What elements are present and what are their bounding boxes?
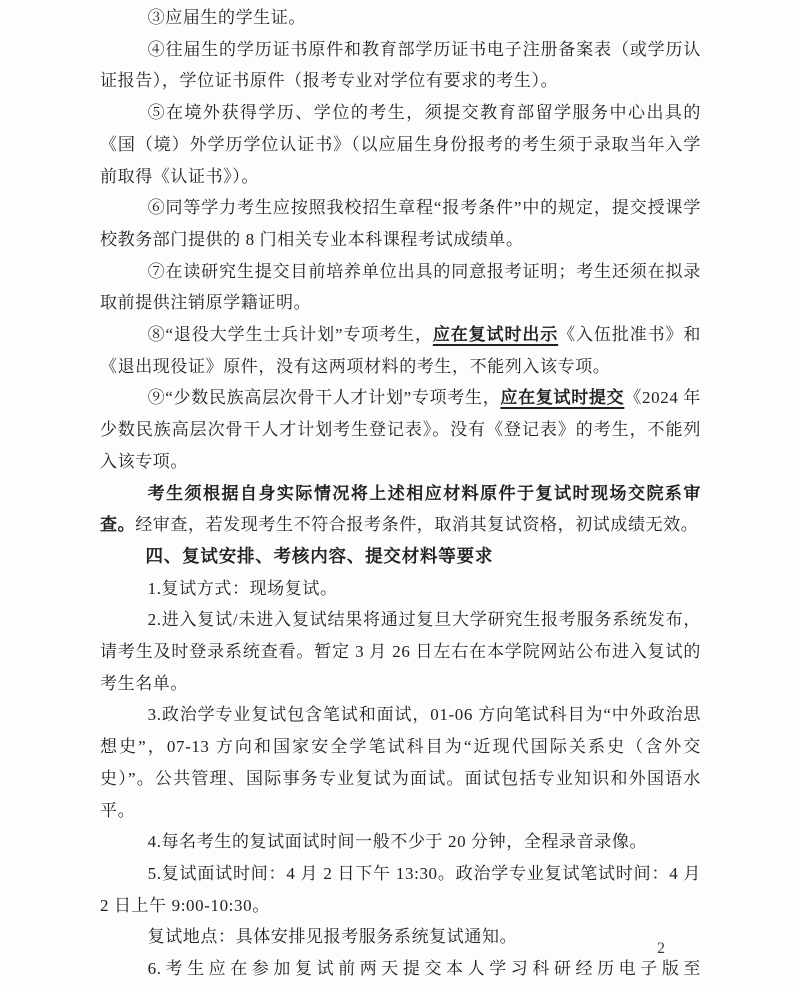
text-run: 考生须根据自身实际情况将上述相应材料原件于复试时现场交院系审查。	[100, 483, 701, 535]
text-run: 3.政治学专业复试包含笔试和面试，01-06 方向笔试科目为“中外政治思想史”，07-13 方向和国家安全学笔试科目为“近现代国际关系史（含外交史）”。公共管理、国际事务专业复试为面试。面试包括专业知识和外国语水平。	[100, 705, 701, 820]
text-run: ④往届生的学历证书原件和教育部学历证书电子注册备案表（或学历认证报告），学位证书原件（报考专业对学位有要求的考生）。	[100, 39, 701, 91]
paragraph	[100, 319, 701, 382]
text-run: ⑤在境外获得学历、学位的考生，须提交教育部留学服务中心出具的《国（境）外学历学位认证书》（以应届生身份报考的考生须于录取当年入学前取得《认证书》）。	[100, 103, 701, 186]
paragraph	[100, 2, 701, 34]
text-run: 《2024 年少数民族高层次骨干人才计划考生登记表》。没有《登记表》的考生，不能列入该专项。	[100, 388, 701, 471]
text-run: 5.复试面试时间：4 月 2 日下午 13:30。政治学专业复试笔试时间：4 月 2 日上午 9:00-10:30。	[100, 863, 701, 915]
text-run: 6.考生应在参加复试前两天提交本人学习科研经历电子版至	[147, 959, 701, 979]
paragraph	[100, 699, 701, 826]
page-number: 2	[657, 940, 665, 957]
text-run: 复试地点：具体安排见报考服务系统复试通知。	[147, 927, 518, 947]
text-run: 应在复试时出示	[432, 325, 559, 345]
text-run: ⑧“退役大学生士兵计划”专项考生，	[147, 325, 433, 345]
text-run: 《入伍批准书》和《退出现役证》原件，没有这两项材料的考生，不能列入该专项。	[100, 325, 701, 376]
paragraph	[100, 478, 701, 541]
paragraph	[100, 921, 701, 953]
paragraph	[100, 826, 701, 858]
text-run: 2.进入复试/未进入复试结果将通过复旦大学研究生报考服务系统发布，请考生及时登录系统查看。暂定 3 月 26 日左右在本学院网站公布进入复试的考生名单。	[100, 610, 701, 693]
text-run: 经审查，若发现考生不符合报考条件，取消其复试资格，初试成绩无效。	[135, 515, 699, 535]
paragraph	[100, 192, 701, 255]
document-content	[100, 2, 701, 985]
text-run: 4.每名考生的复试面试时间一般不少于 20 分钟，全程录音录像。	[147, 832, 648, 852]
paragraph	[100, 953, 701, 985]
paragraph	[100, 256, 701, 319]
paragraph	[100, 604, 701, 699]
paragraph	[100, 34, 701, 97]
text-run: ⑨“少数民族高层次骨干人才计划”专项考生，	[147, 388, 501, 408]
paragraph	[100, 573, 701, 605]
text-run: 应在复试时提交	[500, 388, 625, 408]
paragraph	[100, 97, 701, 192]
paragraph	[100, 858, 701, 921]
text-run: ③应届生的学生证。	[147, 8, 306, 27]
section-heading	[100, 541, 701, 573]
text-run: 1.复试方式：现场复试。	[147, 578, 338, 598]
paragraph	[100, 382, 701, 477]
text-run: ⑥同等学力考生应按照我校招生章程“报考条件”中的规定，提交授课学校教务部门提供的 8 门相关专业本科课程考试成绩单。	[100, 198, 701, 249]
text-run: 四、复试安排、考核内容、提交材料等要求	[145, 545, 494, 566]
text-run: ⑦在读研究生提交目前培养单位出具的同意报考证明；考生还须在拟录取前提供注销原学籍证明。	[100, 261, 701, 313]
